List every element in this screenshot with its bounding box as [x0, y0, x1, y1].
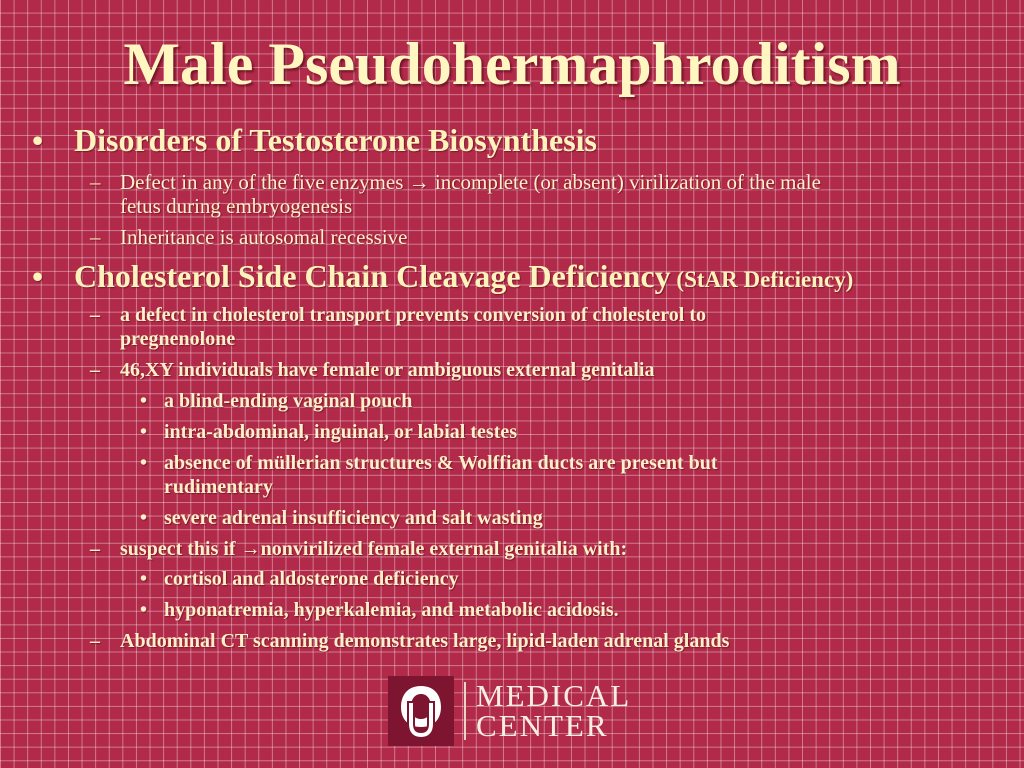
item-text-continued: incomplete (or absent) virilization of the male — [429, 170, 821, 194]
bullet-marker: • — [140, 421, 148, 443]
dash-marker: – — [90, 225, 101, 249]
section-heading-text: Disorders of Testosterone Biosynthesis — [74, 122, 597, 158]
bullet-marker: • — [140, 599, 148, 621]
item-text: suspect this if — [120, 538, 241, 560]
logo-text-medical: MEDICAL — [476, 678, 632, 713]
dash-marker: – — [90, 304, 100, 326]
logo-text-center: CENTER — [476, 708, 609, 743]
dash-marker: – — [90, 538, 100, 560]
item-text-continued: nonvirilized female external genitalia with: — [260, 538, 628, 560]
bullet-marker: • — [140, 507, 148, 529]
arrow-icon: → — [240, 538, 261, 560]
bullet-marker: • — [32, 122, 44, 158]
section-heading-suffix: (StAR Deficiency) — [670, 267, 854, 292]
ou-interlock-icon — [388, 676, 454, 746]
bullet-marker: • — [140, 452, 148, 474]
bullet-marker: • — [140, 390, 148, 412]
logo-divider — [464, 682, 466, 740]
dash-marker: – — [90, 170, 101, 194]
bullet-marker: • — [140, 568, 148, 590]
ou-medical-center-logo — [388, 676, 634, 746]
dash-marker: – — [90, 359, 100, 381]
slide-title: Male Pseudohermaphroditism — [123, 31, 901, 97]
section-heading-text: Cholesterol Side Chain Cleavage Deficiency — [74, 258, 671, 294]
slide-content: • Disorders of Testosterone Biosynthesis – Defect in any of the five enzymes → incomplete (or absent) virilization of the male fetus during embryogenesis – Inheritance is autosomal recessive • Cholesterol Side Chain Cleavage Deficiency (StAR Deficiency) – a defect in cholesterol transport prevents conversion of cholesterol to pregnenolone – 46,XY individuals have female or ambiguous external genitalia • a blind-ending vaginal pouch • intra-abdominal, inguinal, or labial testes • absence of müllerian structures & Wolffian ducts are present but rudimentary • severe adrenal insufficiency and salt wasting – suspect this if →nonvirilized female external genitalia with: • cortisol and aldosterone deficiency • hyponatremia, hyperkalemia, and metabolic acidosis. – Abdominal CT scanning demonstrates large, lipid-laden adrenal glands — [32, 122, 854, 652]
item-text: Defect in any of the five enzymes — [120, 170, 409, 194]
bullet-marker: • — [32, 258, 44, 294]
dash-marker: – — [90, 630, 100, 652]
arrow-icon: → — [408, 170, 430, 194]
